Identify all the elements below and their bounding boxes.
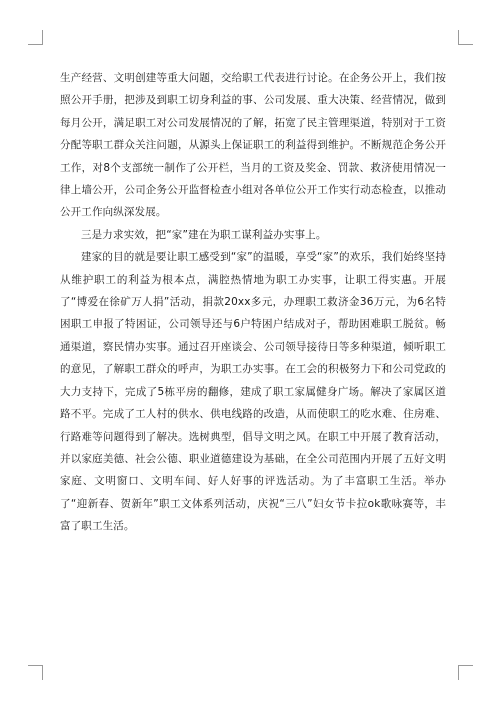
paragraph-heading-three: 三是力求实效，把“家”建在为职工谋利益办实事上。 <box>81 228 327 241</box>
crop-mark-bottom-right <box>458 665 473 680</box>
crop-mark-top-left <box>28 30 43 45</box>
document-body <box>60 67 446 538</box>
crop-mark-top-right <box>458 30 473 45</box>
paragraph-home-building: 建家的目的就是要让职工感受到“家”的温暖，享受“家”的欢乐，我们始终坚持从维护职工的利益为根本点，满腔热情地为职工办实事，让职工得实惠。开展了“博爱在徐矿万人捐”活动，捐款20xx多元，办理职工救济金36万元，为6名特困职工申报了特困证，公司领导还与6户特困户结成对子，帮助困难职工脱贫。畅通渠道，察民情办实事。通过召开座谈会、公司领导接待日等多种渠道，倾听职工的意见，了解职工群众的呼声，为职工办实事。在工会的积极努力下和公司党政的大力支持下，完成了5栋平房的翻修，建成了职工家属健身广场。解决了家属区道路不平。完成了工人村的供水、供电线路的改造，从而使职工的吃水难、住房难、行路难等问题得到了解决。选树典型，倡导文明之风。在职工中开展了教育活动，并以家庭美德、社会公德、职业道德建设为基础，在全公司范围内开展了五好文明家庭、文明窗口、文明车间、好人好事的评选活动。为了丰富职工生活。举办了“迎新春、贺新年”职工文体系列活动，庆祝“三八”妇女节卡拉ok歌咏赛等，丰富了职工生活。 <box>60 251 446 533</box>
paragraph-disclosure: 生产经营、文明创建等重大问题，交给职工代表进行讨论。在企务公开上，我们按照公开手册，把涉及到职工切身利益的事、公司发展、重大决策、经营情况，做到每月公开，满足职工对公司发展情况的了解，拓宽了民主管理渠道，特别对于工资分配等职工群众关注问题，从源头上保证职工的利益得到维护。不断规范企务公开工作，对8个支部统一制作了公开栏，当月的工资及奖金、罚款、救济使用情况一律上墙公开，公司企务公开监督检查小组对各单位公开工作实行动态检查，以推动公开工作向纵深发展。 <box>60 72 446 219</box>
crop-mark-bottom-left <box>28 665 43 680</box>
